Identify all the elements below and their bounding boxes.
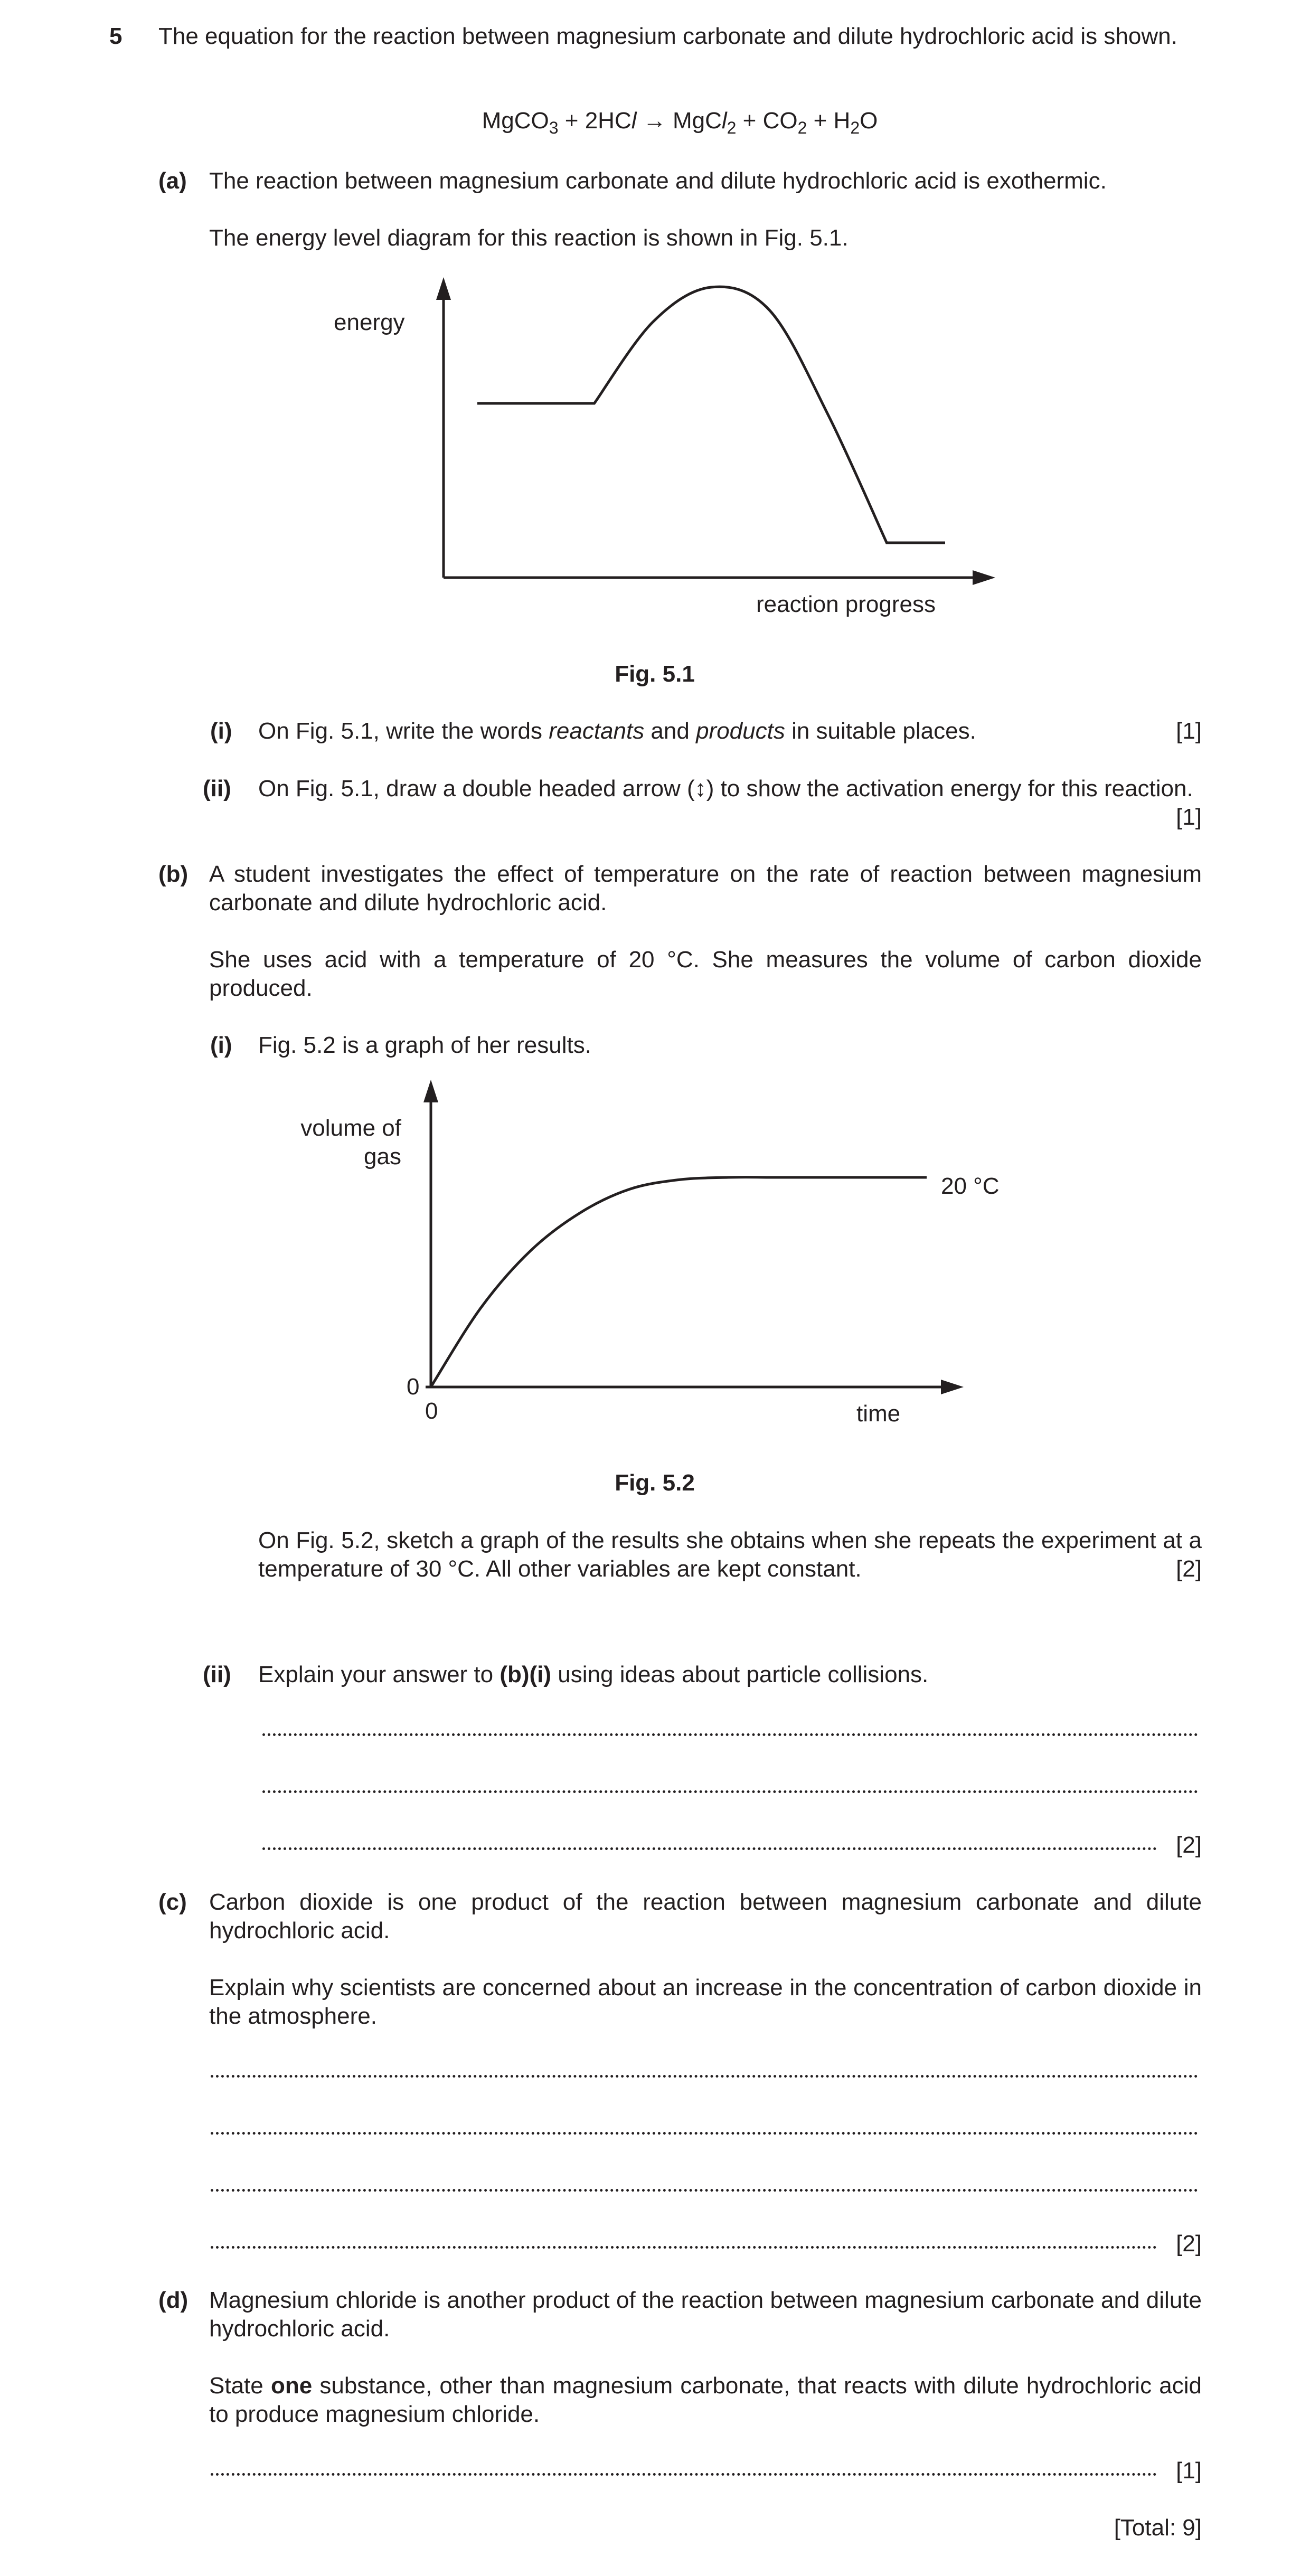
part-b-text-2: She uses acid with a temperature of 20 °C. She measures the volume of carbon dioxide produced. bbox=[209, 947, 1202, 1001]
part-b-ii-mark: [2] bbox=[1176, 1832, 1202, 1858]
time-x-axis-arrowhead bbox=[941, 1380, 964, 1394]
part-b-i-mark: [2] bbox=[1176, 1556, 1202, 1582]
origin-y-label: 0 bbox=[407, 1374, 420, 1400]
part-c-answer-line-2[interactable] bbox=[211, 2132, 1198, 2135]
part-c-mark: [2] bbox=[1176, 2231, 1202, 2257]
part-b-ii-answer-line-3[interactable] bbox=[262, 1847, 1157, 1850]
series-20c-label: 20 °C bbox=[941, 1173, 1000, 1199]
volume-y-axis-arrowhead bbox=[423, 1080, 438, 1102]
part-a-label: (a) bbox=[158, 168, 187, 194]
question-intro: The equation for the reaction between magnesium carbonate and dilute hydrochloric acid is shown. bbox=[158, 23, 1177, 49]
part-a-ii-text: On Fig. 5.1, draw a double headed arrow (↕) to show the activation energy for this reaction. bbox=[258, 776, 1193, 801]
part-c-answer-line-4[interactable] bbox=[211, 2246, 1157, 2249]
time-axis-label: time bbox=[856, 1401, 901, 1427]
part-a-text-1: The reaction between magnesium carbonate and dilute hydrochloric acid is exothermic. bbox=[209, 168, 1107, 194]
total-marks: [Total: 9] bbox=[1114, 2515, 1202, 2541]
part-c-text-1: Carbon dioxide is one product of the reaction between magnesium carbonate and dilute hydrochloric acid. bbox=[209, 1889, 1202, 1943]
part-a-i-text: On Fig. 5.1, write the words reactants and products in suitable places. bbox=[258, 718, 976, 744]
part-d-label: (d) bbox=[158, 2287, 189, 2313]
part-d-text-1: Magnesium chloride is another product of the reaction between magnesium carbonate and dilute hydrochloric acid. bbox=[209, 2287, 1202, 2342]
part-c-text-2: Explain why scientists are concerned about an increase in the concentration of carbon dioxide in the atmosphere. bbox=[209, 1975, 1202, 2029]
part-b-i-label: (i) bbox=[210, 1032, 232, 1058]
origin-x-label: 0 bbox=[425, 1398, 438, 1424]
chemical-equation: MgCO$_3$ + 2HCl → MgCl$_2$ + $CO_2 + H_2O$ bbox=[482, 108, 878, 137]
part-a-i-label: (i) bbox=[210, 718, 232, 744]
part-a-i-mark: [1] bbox=[1176, 718, 1202, 744]
part-b-label: (b) bbox=[158, 861, 189, 887]
part-b-i-text: Fig. 5.2 is a graph of her results. bbox=[258, 1032, 591, 1058]
volume-axis-label: volume of gas bbox=[300, 1115, 401, 1169]
part-a-ii-label: (ii) bbox=[203, 776, 231, 801]
fig-5-1-caption: Fig. 5.1 bbox=[615, 661, 695, 687]
part-d-text-2: State one substance, other than magnesium carbonate, that reacts with dilute hydrochloric acid to produce magnesium chloride. bbox=[209, 2373, 1202, 2427]
part-c-answer-line-1[interactable] bbox=[211, 2075, 1198, 2078]
fig-5-2-caption: Fig. 5.2 bbox=[615, 1470, 695, 1496]
part-b-ii-answer-line-1[interactable] bbox=[262, 1733, 1198, 1736]
part-b-ii-text: Explain your answer to (b)(i) using ideas about particle collisions. bbox=[258, 1662, 929, 1687]
part-b-text-1: A student investigates the effect of temperature on the rate of reaction between magnesium carbonate and dilute hydrochloric acid. bbox=[209, 861, 1202, 916]
series-20c-curve bbox=[431, 1177, 927, 1387]
question-number: 5 bbox=[109, 23, 122, 49]
part-d-mark: [1] bbox=[1176, 2458, 1202, 2484]
part-d-answer-line[interactable] bbox=[211, 2473, 1157, 2476]
part-b-ii-label: (ii) bbox=[203, 1662, 231, 1687]
energy-axis-label: energy bbox=[334, 309, 405, 335]
part-b-ii-answer-line-2[interactable] bbox=[262, 1790, 1198, 1793]
part-a-text-2: The energy level diagram for this reaction is shown in Fig. 5.1. bbox=[209, 225, 849, 251]
part-a-ii-mark: [1] bbox=[1176, 804, 1202, 830]
reaction-progress-axis-label: reaction progress bbox=[756, 591, 936, 617]
part-b-i-task: On Fig. 5.2, sketch a graph of the results she obtains when she repeats the experiment at a temperature of 30 °C. All other variables are kept constant. bbox=[258, 1527, 1202, 1582]
part-c-answer-line-3[interactable] bbox=[211, 2189, 1198, 2192]
part-c-label: (c) bbox=[158, 1889, 187, 1915]
